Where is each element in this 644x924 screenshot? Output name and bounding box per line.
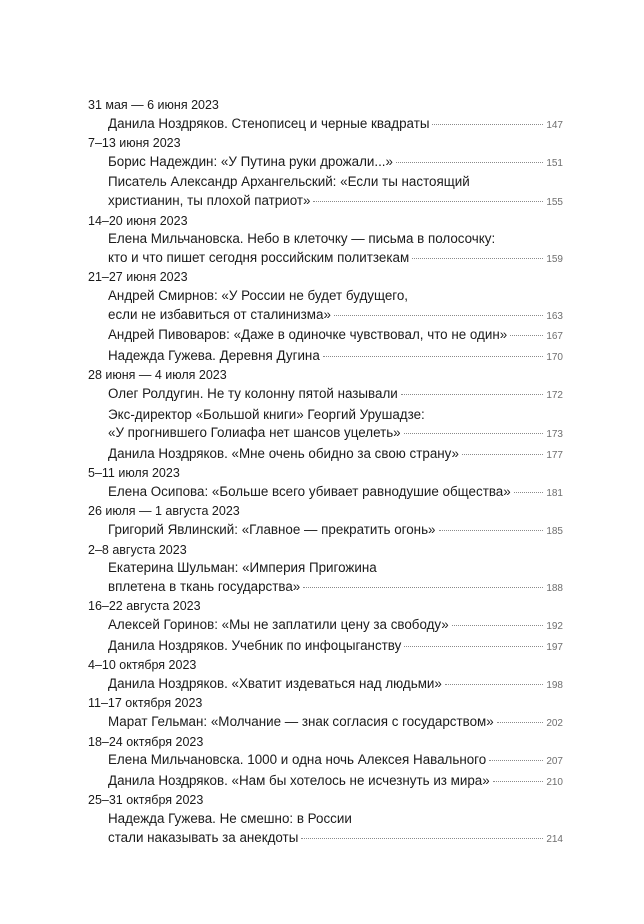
- toc-entry[interactable]: [88, 559, 563, 598]
- page-number: 147: [546, 119, 563, 131]
- entry-last-line: [108, 424, 563, 445]
- entry-title-line: кто и что пишет сегодня российским политзекам: [108, 249, 410, 265]
- entry-last-line: [108, 829, 563, 850]
- entry-title-line: Алексей Горинов: «Мы не заплатили цену за свободу»: [108, 617, 449, 633]
- page-number: 202: [546, 718, 563, 729]
- dot-leader: [396, 162, 543, 163]
- toc-entry[interactable]: [88, 406, 563, 445]
- entry-title-line: «У прогнившего Голиафа нет шансов уцелеть»: [108, 425, 401, 441]
- dot-leader: [404, 433, 544, 434]
- week-heading: 4–10 октября 2023: [88, 658, 197, 673]
- entry-title-line: Григорий Явлинский: «Главное — прекратить огонь»: [108, 522, 436, 538]
- entry-last-line: [108, 751, 563, 772]
- page-number: 188: [546, 582, 563, 594]
- entry-title-line: Елена Мильчановска. 1000 и одна ночь Алексея Навального: [108, 752, 487, 768]
- week-heading: 31 мая — 6 июня 2023: [88, 98, 219, 112]
- toc-entry[interactable]: [88, 772, 563, 793]
- dot-leader: [334, 315, 543, 316]
- entry-last-line: [108, 153, 563, 174]
- dot-leader: [404, 646, 543, 647]
- entry-last-line: [108, 578, 563, 599]
- toc-entry[interactable]: [88, 173, 563, 212]
- toc-entry[interactable]: [88, 675, 563, 696]
- week-heading: 16–22 августа 2023: [88, 599, 201, 614]
- entry-title-line: Экс-директор «Большой книги» Георгий Урушадзе:: [108, 406, 425, 422]
- entry-last-line: [108, 115, 563, 136]
- toc-entry[interactable]: [88, 153, 563, 174]
- entry-last-line: [108, 306, 563, 327]
- toc-entry[interactable]: [88, 751, 563, 772]
- entry-last-line: [108, 483, 563, 504]
- toc-entry[interactable]: [88, 810, 563, 849]
- entry-title-line: вплетена в ткань государства»: [108, 578, 301, 594]
- entry-title-line: Марат Гельман: «Молчание — знак согласия с государством»: [108, 714, 494, 729]
- page-number: 155: [546, 196, 563, 208]
- entry-last-line: [108, 521, 563, 542]
- entry-last-line: [108, 192, 563, 213]
- entry-last-line: [108, 713, 563, 734]
- entry-title-line: Елена Осипова: «Больше всего убивает равнодушие общества»: [108, 483, 511, 499]
- entry-title-line: Андрей Смирнов: «У России не будет будущего,: [108, 287, 409, 303]
- entry-last-line: [108, 637, 563, 658]
- entry-title-line: Данила Ноздряков. Стенописец и черные квадраты: [108, 115, 430, 131]
- page-number: 197: [546, 641, 563, 653]
- week-heading: 21–27 июня 2023: [88, 270, 188, 285]
- dot-leader: [439, 530, 544, 531]
- dot-leader: [462, 454, 543, 455]
- entry-title-line: стали наказывать за анекдоты: [108, 829, 299, 845]
- entry-title-line: Борис Надеждин: «У Путина руки дрожали...»: [108, 153, 393, 169]
- dot-leader: [432, 124, 543, 125]
- dot-leader: [493, 781, 544, 782]
- dot-leader: [452, 625, 544, 626]
- page-number: 181: [546, 487, 563, 499]
- toc-entry[interactable]: [88, 326, 563, 347]
- week-heading: 5–11 июля 2023: [88, 466, 180, 481]
- toc-entry[interactable]: [88, 637, 563, 658]
- page-number: 163: [546, 310, 563, 322]
- dot-leader: [401, 394, 544, 395]
- dot-leader: [445, 684, 543, 685]
- toc-entry[interactable]: [88, 230, 563, 269]
- entry-last-line: [108, 675, 563, 696]
- page-number: 198: [546, 679, 563, 691]
- dot-leader: [313, 201, 543, 202]
- page-number: 214: [546, 833, 563, 845]
- page-number: 185: [546, 526, 563, 538]
- entry-last-line: [108, 616, 563, 637]
- toc-entry[interactable]: [88, 483, 563, 504]
- entry-last-line: [108, 249, 563, 270]
- week-heading: 14–20 июня 2023: [88, 213, 188, 228]
- entry-last-line: [108, 385, 563, 406]
- week-heading: 26 июля — 1 августа 2023: [88, 504, 240, 519]
- entry-last-line: [108, 347, 563, 368]
- toc-entry[interactable]: [88, 287, 563, 326]
- table-of-contents: [88, 97, 563, 849]
- dot-leader: [497, 722, 544, 723]
- week-heading: 7–13 июня 2023: [88, 136, 181, 151]
- week-heading: 25–31 октября 2023: [88, 793, 204, 808]
- entry-title-line: Данила Ноздряков. Учебник по инфоцыганству: [108, 637, 402, 653]
- entry-last-line: [108, 326, 563, 347]
- toc-entry[interactable]: [88, 616, 563, 637]
- dot-leader: [412, 258, 543, 259]
- dot-leader: [489, 760, 543, 761]
- page-number: 159: [546, 253, 563, 265]
- dot-leader: [301, 838, 543, 839]
- page-number: 173: [546, 429, 563, 441]
- page-number: 207: [546, 756, 563, 768]
- page-number: 192: [546, 621, 563, 633]
- page-number: 151: [546, 157, 563, 169]
- toc-entry[interactable]: [88, 385, 563, 406]
- entry-title-line: Писатель Александр Архангельский: «Если ты настоящий: [108, 174, 470, 190]
- entry-title-line: Надежда Гужева. Деревня Дугина: [108, 347, 320, 363]
- entry-last-line: [108, 445, 563, 466]
- entry-title-line: Елена Мильчановска. Небо в клеточку — письма в полосочку:: [108, 231, 496, 247]
- entry-title-line: Екатерина Шульман: «Империя Пригожина: [108, 560, 377, 576]
- dot-leader: [510, 335, 543, 336]
- page-number: 167: [546, 331, 563, 343]
- entry-last-line: [108, 772, 563, 793]
- dot-leader: [303, 587, 543, 588]
- dot-leader: [323, 356, 544, 357]
- toc-entry[interactable]: [88, 445, 563, 466]
- entry-title-line: Олег Ролдугин. Не ту колонну пятой называли: [108, 385, 398, 401]
- page-number: 210: [546, 776, 563, 788]
- week-heading: 18–24 октября 2023: [88, 734, 204, 749]
- entry-title-line: Данила Ноздряков. «Мне очень обидно за свою страну»: [108, 445, 459, 461]
- toc-entry[interactable]: [88, 521, 563, 542]
- week-heading: 2–8 августа 2023: [88, 542, 187, 557]
- entry-title-line: христианин, ты плохой патриот»: [108, 192, 311, 208]
- week-heading: 11–17 октября 2023: [88, 696, 203, 711]
- toc-entry[interactable]: [88, 713, 563, 734]
- dot-leader: [514, 492, 544, 493]
- entry-title-line: Андрей Пивоваров: «Даже в одиночке чувствовал, что не один»: [108, 327, 508, 343]
- page-number: 177: [546, 449, 563, 461]
- entry-title-line: Надежда Гужева. Не смешно: в России: [108, 810, 352, 826]
- page-number: 170: [546, 351, 563, 363]
- toc-entry[interactable]: [88, 115, 563, 136]
- toc-entry[interactable]: [88, 347, 563, 368]
- entry-title-line: Данила Ноздряков. «Нам бы хотелось не исчезнуть из мира»: [108, 772, 490, 788]
- week-heading: 28 июня — 4 июля 2023: [88, 368, 227, 383]
- entry-title-line: Данила Ноздряков. «Хватит издеваться над людьми»: [108, 675, 442, 691]
- page-number: 172: [546, 389, 563, 401]
- entry-title-line: если не избавиться от сталинизма»: [108, 306, 331, 322]
